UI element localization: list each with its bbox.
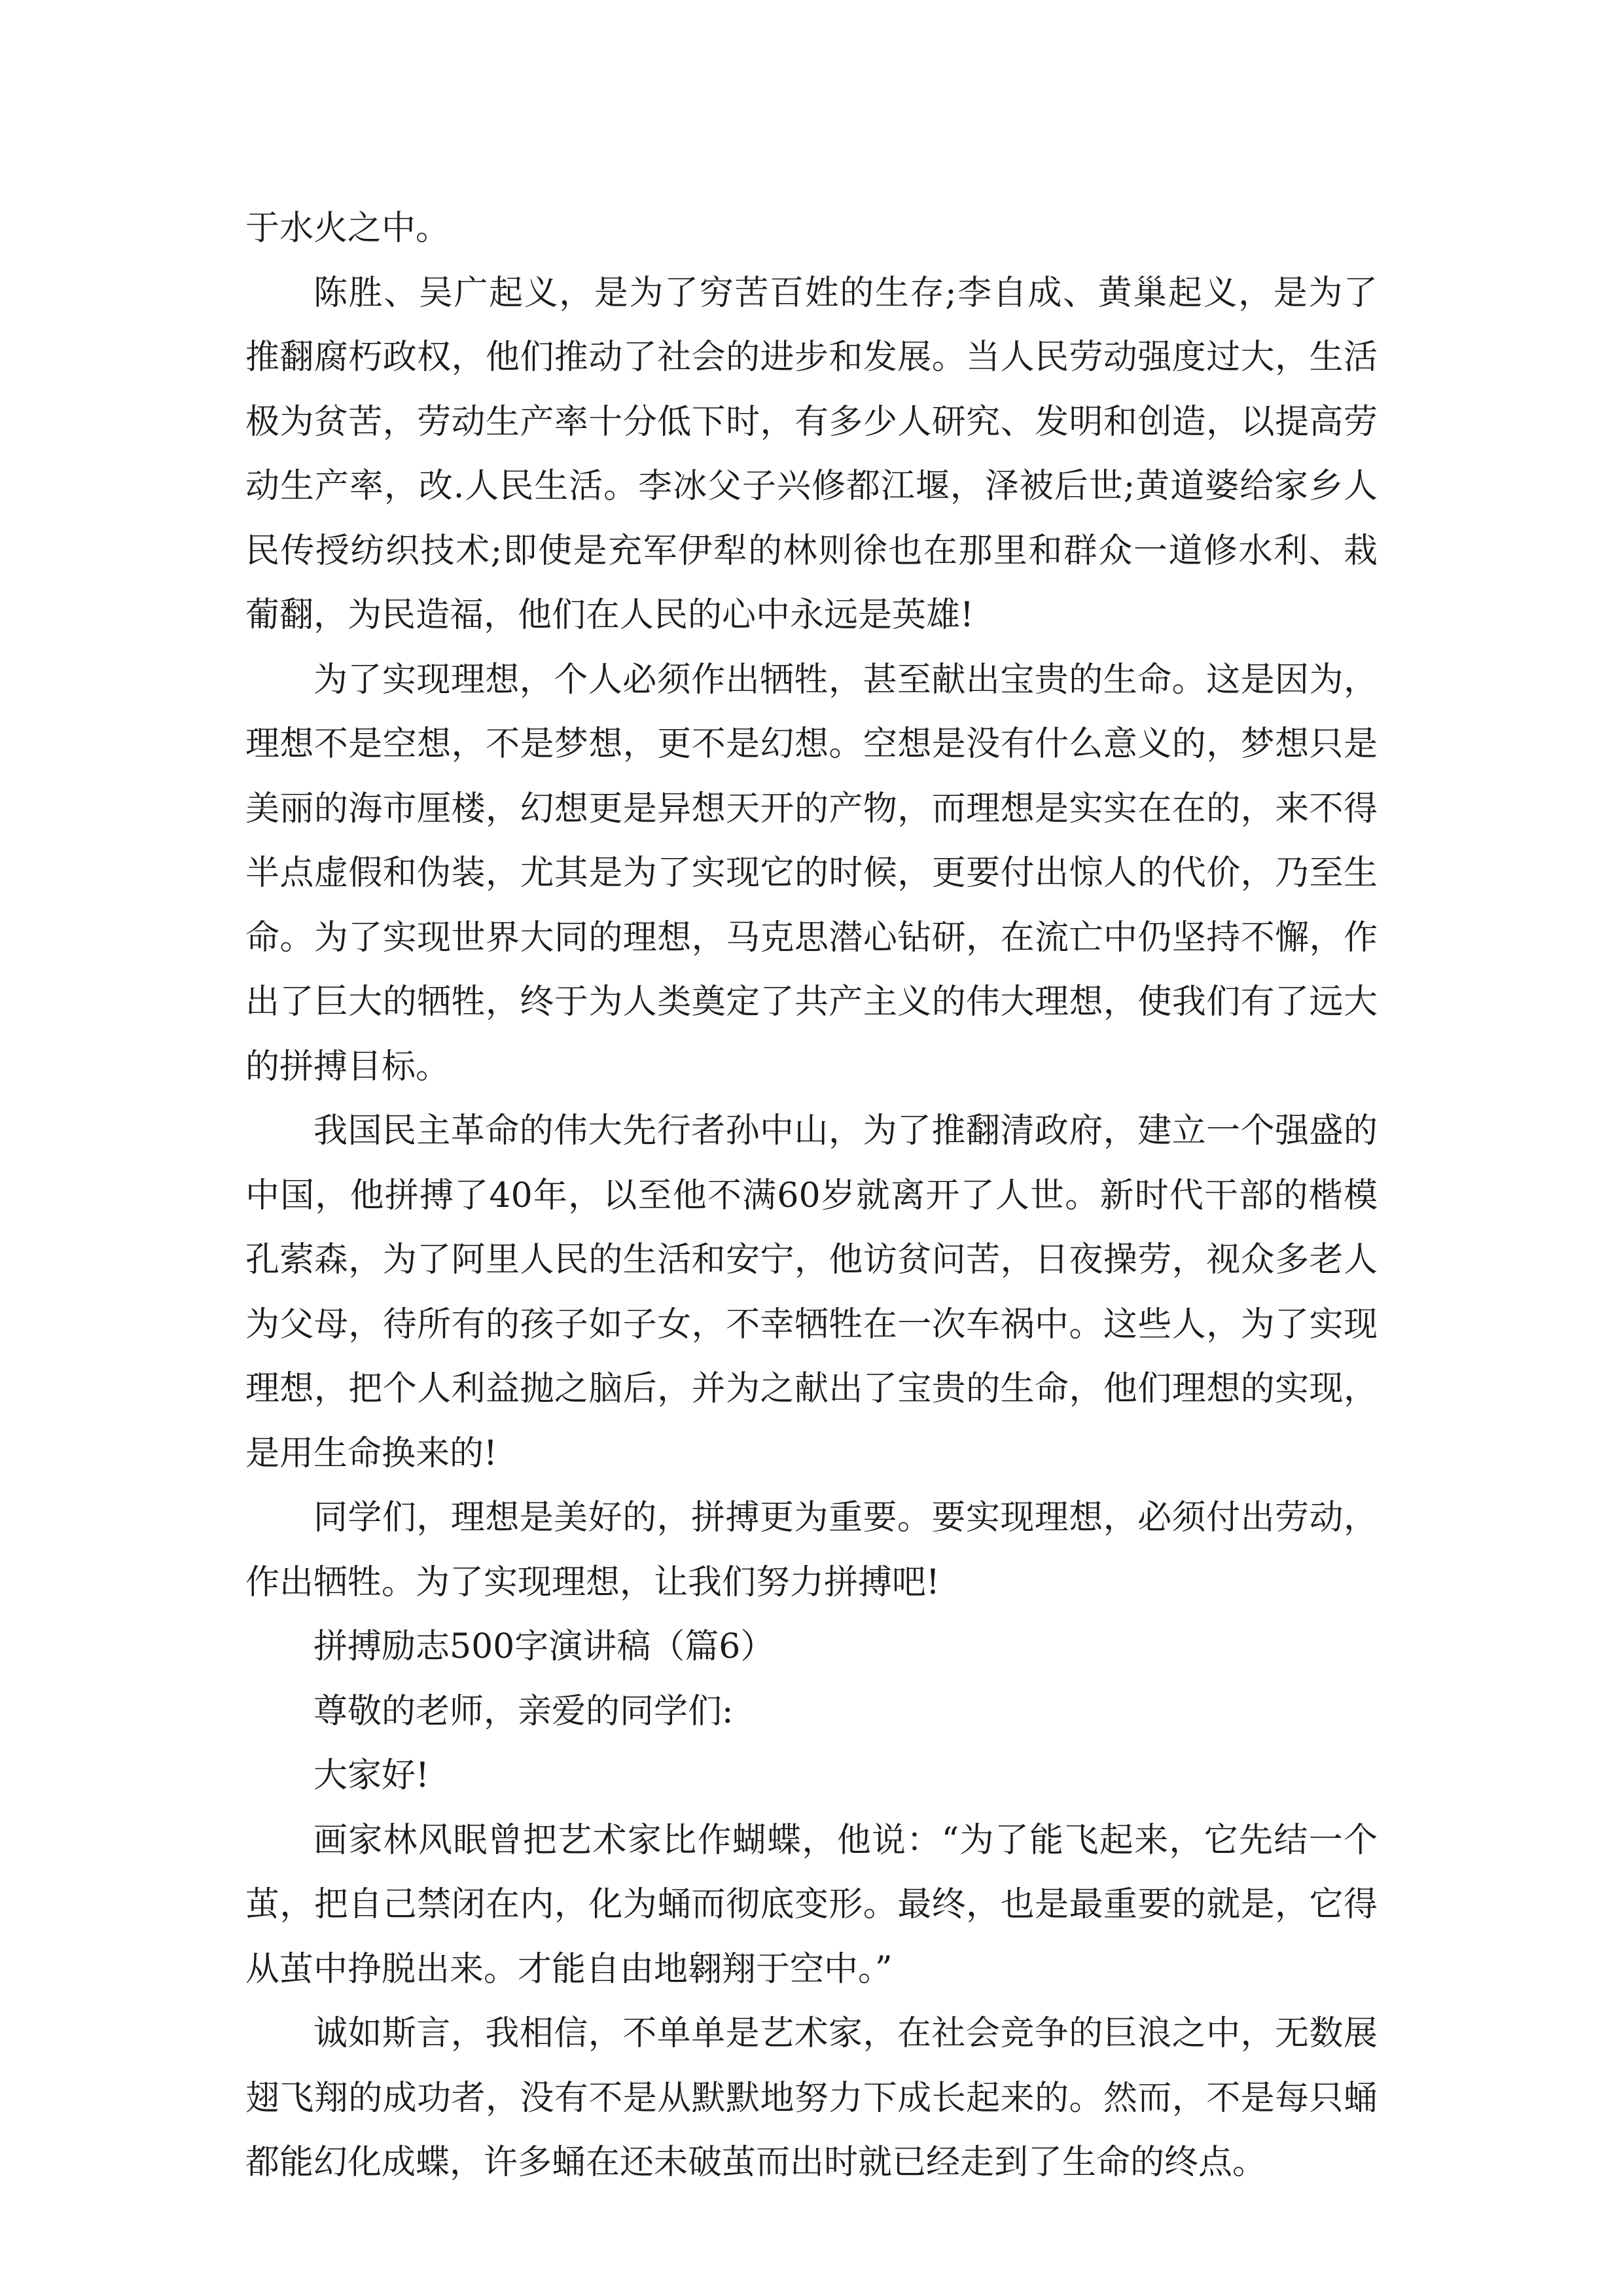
paragraph-5: 同学们，理想是美好的，拼搏更为重要。要实现理想，必须付出劳动，作出牺牲。为了实现理想，让我们努力拼搏吧!	[245, 1498, 1378, 1602]
paragraph-4: 我国民主革命的伟大先行者孙中山，为了推翻清政府，建立一个强盛的中国，他拼搏了40年，以至他不满60岁就离开了人世。新时代干部的楷模孔萦森，为了阿里人民的生活和安宁，他访贫问苦，日夜操劳，视众多老人为父母，待所有的孩子如子女，不幸牺牲在一次车祸中。这些人，为了实现理想，把个人利益抛之脑后，并为之献出了宝贵的生命，他们理想的实现，是用生命换来的!	[245, 1111, 1378, 1473]
speech-title: 拼搏励志500字演讲稿（篇6）	[313, 1627, 775, 1666]
paragraph-3: 为了实现理想，个人必须作出牺牲，甚至献出宝贵的生命。这是因为，理想不是空想，不是梦想，更不是幻想。空想是没有什么意义的，梦想只是美丽的海市厘楼，幻想更是异想天开的产物，而理想是实实在在的，来不得半点虚假和伪装，尤其是为了实现它的时候，更要付出惊人的代价，乃至生命。为了实现世界大同的理想，马克思潜心钻研，在流亡中仍坚持不懈，作出了巨大的牺牲，终于为人类奠定了共产主义的伟大理想，使我们有了远大的拼搏目标。	[245, 660, 1378, 1086]
document-body	[245, 196, 1378, 2195]
greeting: 大家好!	[313, 1756, 429, 1795]
paragraph-10: 诚如斯言，我相信，不单单是艺术家，在社会竞争的巨浪之中，无数展翅飞翔的成功者，没有不是从默默地努力下成长起来的。然而，不是每只蛹都能幻化成蝶，许多蛹在还未破茧而出时就已经走到了生命的终点。	[245, 2014, 1378, 2182]
paragraph-9: 画家林风眠曾把艺术家比作蝴蝶，他说：“为了能飞起来，它先结一个茧，把自己禁闭在内，化为蛹而彻底变形。最终，也是最重要的就是，它得从茧中挣脱出来。才能自由地翱翔于空中。”	[245, 1820, 1378, 1989]
paragraph-2: 陈胜、吴广起义，是为了穷苦百姓的生存;李自成、黄巢起义，是为了推翻腐朽政权，他们推动了社会的进步和发展。当人民劳动强度过大，生活极为贫苦，劳动生产率十分低下时，有多少人研究、发明和创造，以提高劳动生产率，改.人民生活。李冰父子兴修都江堰，泽被后世;黄道婆给家乡人民传授纺织技术;即使是充军伊犁的林则徐也在那里和群众一道修水利、栽葡翻，为民造福，他们在人民的心中永远是英雄!	[245, 273, 1378, 635]
paragraph-1: 于水火之中。	[245, 209, 450, 248]
salutation: 尊敬的老师，亲爱的同学们:	[313, 1691, 734, 1731]
